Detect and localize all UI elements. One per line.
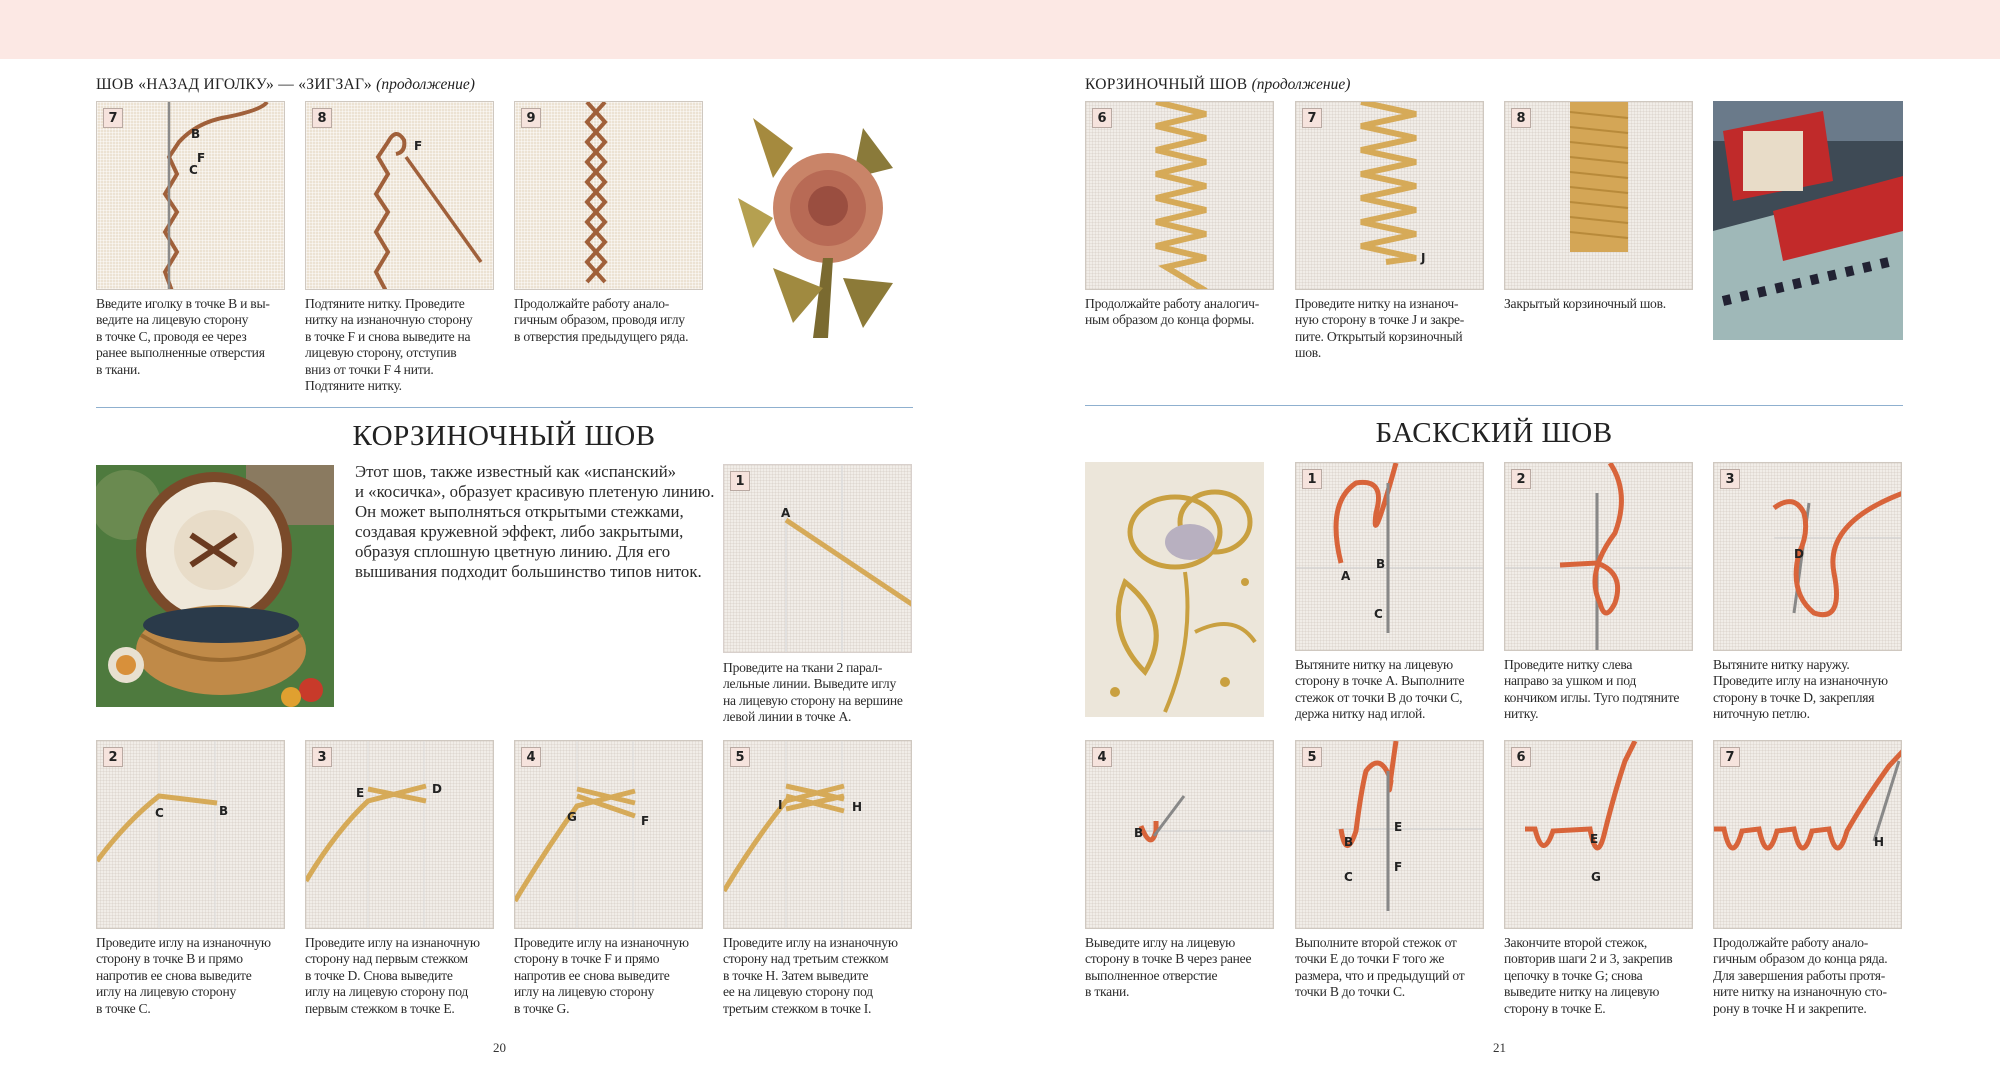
point-label: H: [1874, 835, 1885, 849]
section-intro: Этот шов, также известный как «испанский» и «косичка», образует красивую плетеную линию. Он может выполняться открытыми стежками, создавая кружевной эффект, либо закрытыми, образуя сплошную цветную линию. Для его вышивания подходит большинство типов ниток.: [355, 462, 715, 581]
step-image-basket-5: [723, 740, 912, 929]
step-caption: Выполните второй стежок от точки E до точки F того же размера, что и предыдущий от точки B до точки C.: [1295, 935, 1465, 1000]
step-caption: Проведите иглу на изнаночную сторону над третьим стежком в точке H. Затем выведите ее на лицевую сторону под третьим стежком в точке I.: [723, 935, 898, 1016]
point-label: C: [155, 806, 164, 820]
point-label: B: [1376, 557, 1386, 571]
step-caption: Подтяните нитку. Проведите нитку на изнаночную сторону в точке F и снова выведите на лицевую сторону, отступив вниз от точки F 4 нити. Подтяните нитку.: [305, 296, 473, 394]
step-image-basque-1: [1295, 462, 1484, 651]
point-label: F: [414, 139, 423, 153]
step-caption: Закончите второй стежок, повторив шаги 2 и 3, закрепив цепочку в точке G; снова выведите нитку на лицевую сторону в точке E.: [1504, 935, 1673, 1016]
step-caption: Закрытый корзиночный шов.: [1504, 296, 1666, 311]
point-label: B: [1134, 826, 1144, 840]
step-caption: Продолжайте работу анало- гичным образом, проводя иглу в отверстия предыдущего ряда.: [514, 296, 689, 344]
step-caption: Выведите иглу на лицевую сторону в точке B через ранее выполненное отверстие в ткани.: [1085, 935, 1252, 1000]
header-suffix: (продолжение): [1251, 76, 1351, 93]
step-number: 1: [730, 471, 750, 491]
section-title: КОРЗИНОЧНЫЙ ШОВ: [352, 420, 656, 452]
point-label: B: [191, 127, 201, 141]
step-image-zigzag-7: [96, 101, 285, 290]
step-caption: Введите иголку в точке B и вы- ведите на лицевую сторону в точке C, проводя ее через ранее выполненные отверстия в ткани.: [96, 296, 270, 377]
step-number: 3: [1720, 469, 1740, 489]
step-number: 9: [521, 108, 541, 128]
point-label: C: [1374, 607, 1383, 621]
point-label: H: [852, 800, 863, 814]
point-label: F: [197, 151, 206, 165]
point-label: D: [432, 782, 442, 796]
step-number: 5: [730, 747, 750, 767]
header-suffix: (продолжение): [376, 76, 475, 93]
left-page-header: [96, 76, 475, 94]
gold-embroidery-photo: [1085, 462, 1264, 717]
point-label: E: [1590, 832, 1599, 846]
step-number: 4: [521, 747, 541, 767]
step-caption: Продолжайте работу аналогич- ным образом до конца формы.: [1085, 296, 1259, 328]
step-number: 5: [1302, 747, 1322, 767]
point-label: F: [641, 814, 650, 828]
step-image-basque-7: [1713, 740, 1902, 929]
step-image-zigzag-8: [305, 101, 494, 290]
page-number: 21: [1493, 1040, 1506, 1055]
page-number: 20: [493, 1040, 506, 1055]
step-number: 7: [103, 108, 123, 128]
step-image-basque-5: [1295, 740, 1484, 929]
step-image-basket-8: [1504, 101, 1693, 290]
step-number: 8: [312, 108, 332, 128]
step-image-basket-2: [96, 740, 285, 929]
header-title: КОРЗИНОЧНЫЙ ШОВ: [1085, 76, 1248, 93]
point-label: G: [1591, 870, 1601, 884]
point-label: E: [1394, 820, 1403, 834]
step-number: 6: [1511, 747, 1531, 767]
step-caption: Проведите на ткани 2 парал- лельные линии. Выведите иглу на лицевую сторону на вершине левой линии в точке A.: [723, 660, 903, 725]
hooks-and-eyes-card-photo: [1713, 101, 1903, 340]
step-number: 2: [103, 747, 123, 767]
point-label: G: [567, 810, 577, 824]
step-caption: Вытяните нитку на лицевую сторону в точке A. Выполните стежок от точки B до точки C, держа нитку над иглой.: [1295, 657, 1465, 722]
step-number: 1: [1302, 469, 1322, 489]
header-title: ШОВ «НАЗАД ИГОЛКУ» — «ЗИГЗАГ»: [96, 76, 372, 93]
basket-photo: [96, 465, 334, 707]
point-label: A: [781, 506, 791, 520]
step-caption: Проведите иглу на изнаночную сторону в точке F и прямо напротив ее снова выведите иглу на лицевую сторону в точке G.: [514, 935, 689, 1016]
step-number: 3: [312, 747, 332, 767]
step-caption: Продолжайте работу анало- гичным образом до конца ряда. Для завершения работы протя- ните нитку на изнаночную сто- рону в точке H и закрепите.: [1713, 935, 1888, 1016]
step-number: 8: [1511, 108, 1531, 128]
point-label: A: [1341, 569, 1351, 583]
step-number: 7: [1720, 747, 1740, 767]
point-label: D: [1794, 547, 1804, 561]
point-label: B: [1344, 835, 1354, 849]
step-number: 6: [1092, 108, 1112, 128]
right-page-header: [1085, 76, 1350, 94]
step-image-basket-1: [723, 464, 912, 653]
step-caption: Проведите нитку на изнаноч- ную сторону в точке J и закре- пите. Открытый корзиночный шов.: [1295, 296, 1465, 361]
point-label: I: [778, 798, 783, 812]
point-label: E: [356, 786, 365, 800]
step-image-basket-7: [1295, 101, 1484, 290]
point-label: C: [189, 163, 198, 177]
step-image-basque-3: [1713, 462, 1902, 651]
point-label: F: [1394, 860, 1403, 874]
section-title: БАСКСКИЙ ШОВ: [1375, 417, 1613, 449]
section-divider: [96, 407, 913, 408]
step-number: 4: [1092, 747, 1112, 767]
step-image-basque-6: [1504, 740, 1693, 929]
step-number: 7: [1302, 108, 1322, 128]
point-label: C: [1344, 870, 1353, 884]
point-label: B: [219, 804, 229, 818]
section-divider: [1085, 405, 1903, 406]
page-top-band: [0, 0, 2000, 59]
step-image-basket-6: [1085, 101, 1274, 290]
step-image-basque-4: [1085, 740, 1274, 929]
step-caption: Вытяните нитку наружу. Проведите иглу на изнаночную сторону в точке D, закрепляя ниточную петлю.: [1713, 657, 1888, 722]
step-caption: Проведите нитку слева направо за ушком и под кончиком иглы. Туго подтяните нитку.: [1504, 657, 1680, 722]
cross-stitch-rose-image: [733, 108, 908, 348]
step-image-basque-2: [1504, 462, 1693, 651]
step-image-basket-3: [305, 740, 494, 929]
point-label: J: [1421, 251, 1426, 265]
step-image-zigzag-9: [514, 101, 703, 290]
step-number: 2: [1511, 469, 1531, 489]
step-image-basket-4: [514, 740, 703, 929]
step-caption: Проведите иглу на изнаночную сторону над первым стежком в точке D. Снова выведите иглу на лицевую сторону под первым стежком в точке E.: [305, 935, 480, 1016]
step-caption: Проведите иглу на изнаночную сторону в точке B и прямо напротив ее снова выведите иглу на лицевую сторону в точке C.: [96, 935, 271, 1016]
